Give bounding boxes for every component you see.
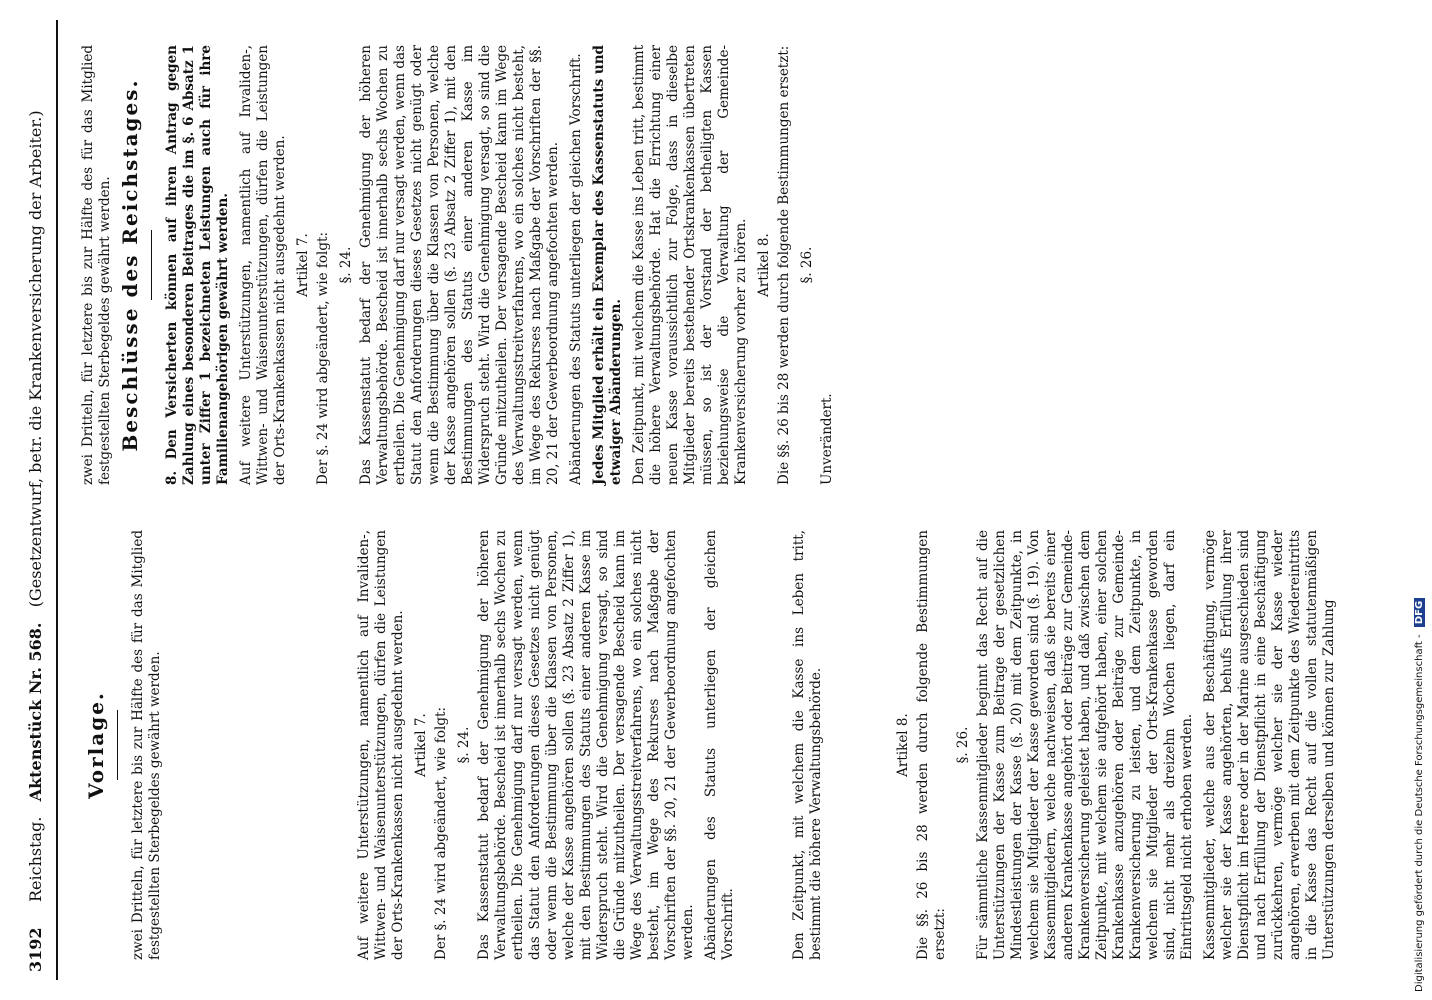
column-heading-beschluesse: Beschlüsse des Reichstages. (118, 78, 142, 452)
digitization-credit (1414, 0, 1425, 992)
document-subject: (Gesetzentwurf, betr. die Krankenversicherung der Arbeiter.) (26, 110, 45, 608)
artikel-8-text: Die §§. 26 bis 28 werden durch folgende Bestimmungen ersetzt: (776, 45, 792, 485)
column-beschluesse (80, 45, 842, 485)
paragraph-24-heading: §. 24. (338, 246, 354, 284)
paragraph-26-heading: §. 26. (799, 246, 815, 284)
paragraph-26-heading: §. 26. (955, 726, 971, 764)
paragraph-24-text: Das Kassenstatut bedarf der Genehmigung der höheren Verwaltungsbehörde. Bescheid ist innerhalb sechs Wochen zu ertheilen. Die Genehmigung darf nur versagt werden, wenn das Statut den Anforderungen dieses Gesetzes nicht genügt oder wenn die Bestimmung über die Klassen von Personen, welche der Kasse angehören sollen (§. 23 Absatz 2 Ziffer 1), mit den Bestimmungen des Statuts einer anderen Kasse im Widerspruch steht. Wird die Genehmigung versagt, so sind die Gründe mitzutheilen. Der versagende Bescheid kann im Wege des Verwaltungsstreitverfahrens, wo ein solches nicht besteht, im Wege des Rekurses nach Maßgabe der Vorschriften der §§. 20, 21 der Gewerbeordnung angefochten werden. (358, 45, 561, 485)
paragraph-24-abaenderungen: Abänderungen des Statuts unterliegen der gleichen Vorschrift. (568, 53, 584, 485)
intro-paragraph: zwei Dritteln, für letztere bis zur Hälfte des für das Mitglied festgestellten Sterbegeldes gewährt werden. (80, 45, 113, 485)
paragraph-24-abaenderungen: Abänderungen des Statuts unterliegen der gleichen Vorschrift. (703, 530, 736, 960)
paragraph-24-text: Das Kassenstatut bedarf der Genehmigung der höheren Verwaltungsbehörde. Bescheid ist innerhalb sechs Wochen zu ertheilen. Die Genehmigung darf nur versagt werden, wenn das Statut den Anforderungen dieses Gesetzes nicht genügt oder wenn die Bestimmung über die Klassen von Personen, welche der Kasse angehören sollen (§. 23 Absatz 2 Ziffer 1), mit den Bestimmungen des Statuts einer anderen Kasse im Widerspruch steht. Wird die Genehmigung versagt, so sind die Gründe mitzutheilen. Der versagende Bescheid kann im Wege des Verwaltungsstreitverfahrens, wo ein solches nicht besteht, im Wege des Rekurses nach Maßgabe der Vorschriften der §§. 20, 21 der Gewerbeordnung angefochten werden. (476, 530, 696, 960)
paragraph-26-text: Für sämmtliche Kassenmitglieder beginnt das Recht auf die Unterstützungen der Kasse zum Beitrage der gesetzlichen Mindestleistungen der Kasse (§. 20) mit dem Zeitpunkte, in welchem sie Mitglieder der Kasse geworden sind (§. 19). Von Kassenmitgliedern, welche nachweisen, daß sie bereits einer anderen Krankenkasse angehört oder Beiträge zur Gemeinde-Krankenversicherung geleistet haben, und daß zwischen dem Zeitpunkte, mit welchem sie aufgehört haben, einer solchen Krankenkasse anzugehören oder Beiträge zur Gemeinde-Krankenversicherung zu leisten, und dem Zeitpunkte, in welchem sie Mitglieder der Orts-Krankenkasse geworden sind, nicht mehr als dreizehn Wochen liegen, darf ein Eintrittsgeld nicht erhoben werden. (975, 530, 1195, 960)
intro-paragraph: zwei Dritteln, für letztere bis zur Hälfte des für das Mitglied festgestellten Sterbegeldes gewährt werden. (130, 530, 163, 960)
artikel-7-heading: Artikel 7. (413, 713, 429, 777)
artikel-8-heading: Artikel 8. (756, 233, 772, 297)
heading-rule (151, 230, 152, 300)
page-header (26, 22, 52, 972)
weitere-paragraph: Auf weitere Unterstützungen, namentlich auf Invaliden-, Wittwen- und Waisenunterstützungen, dürfen die Leistungen der Orts-Krankenkassen nicht ausgedehnt werden. (238, 45, 288, 485)
paragraph-24-heading: §. 24. (456, 726, 472, 764)
zeitpunkt-paragraph: Den Zeitpunkt, mit welchem die Kasse ins Leben tritt, bestimmt die höhere Verwaltungsbehörde. Hat die Errichtung einer neuen Kasse voraussichtlich zur Folge, dass in dieselbe Mitglieder bereits bestehender Ortskrankenkassen übertreten müssen, so ist der Vorstand der betheiligten Kassen beziehungsweise die Verwaltung der Gemeinde-Krankenversicherung vorher zu hören. (631, 45, 749, 485)
zeitpunkt-paragraph: Den Zeitpunkt, mit welchem die Kasse ins Leben tritt, bestimmt die höhere Verwaltungsbehörde. (791, 530, 824, 960)
running-title: Reichstag. (26, 816, 45, 902)
jedes-mitglied-paragraph: Jedes Mitglied erhält ein Exemplar des Kassenstatuts und etwaiger Abänderungen. (591, 45, 624, 485)
artikel-8-heading: Artikel 8. (895, 713, 911, 777)
unveraendert-note: Unverändert. (819, 393, 835, 485)
column-vorlage (80, 530, 1344, 960)
artikel-7-text: Der §. 24 wird abgeändert, wie folgt: (433, 707, 449, 960)
ziffer-8-paragraph: 8. Den Versicherten können auf ihren Antrag gegen Zahlung eines besonderen Beitrages die im §. 6 Absatz 1 unter Ziffer 1 bezeichneten Leistungen auch für ihre Familienangehörigen gewährt werden. (164, 45, 231, 485)
paragraph-26-dienstpflicht: Kassenmitglieder, welche aus der Beschäftigung, vermöge welcher sie der Kasse angehörten, behufs Erfüllung ihrer Dienstpflicht im Heere oder in der Marine ausgeschieden sind und nach Erfüllung der Dienstpflicht in eine Beschäftigung zurückkehren, vermöge welcher sie der Kasse wieder angehören, erwerben mit dem Zeitpunkte des Wiedereintritts in die Kasse das Recht auf die vollen statutenmäßigen Unterstützungen derselben und können zur Zahlung (1202, 530, 1337, 960)
artikel-7-text: Der §. 24 wird abgeändert, wie folgt: (315, 232, 331, 485)
artikel-7-heading: Artikel 7. (295, 233, 311, 297)
dfg-logo: DFG (1414, 598, 1425, 627)
artikel-8-text: Die §§. 26 bis 28 werden durch folgende Bestimmungen ersetzt: (915, 530, 948, 960)
column-heading-vorlage: Vorlage. (84, 691, 108, 799)
credit-text: Digitalisierung gefördert durch die Deutsche Forschungsgemeinschaft - (1414, 634, 1425, 992)
aktenstueck-number: Aktenstück Nr. 568. (26, 622, 45, 802)
heading-rule (117, 710, 118, 780)
running-title-line (26, 110, 45, 902)
header-rule (56, 20, 58, 980)
page-number: 3192 (26, 927, 45, 972)
weitere-paragraph: Auf weitere Unterstützungen, namentlich auf Invaliden-, Wittwen- und Waisenunterstützungen, dürfen die Leistungen der Orts-Krankenkassen nicht ausgedehnt werden. (356, 530, 406, 960)
